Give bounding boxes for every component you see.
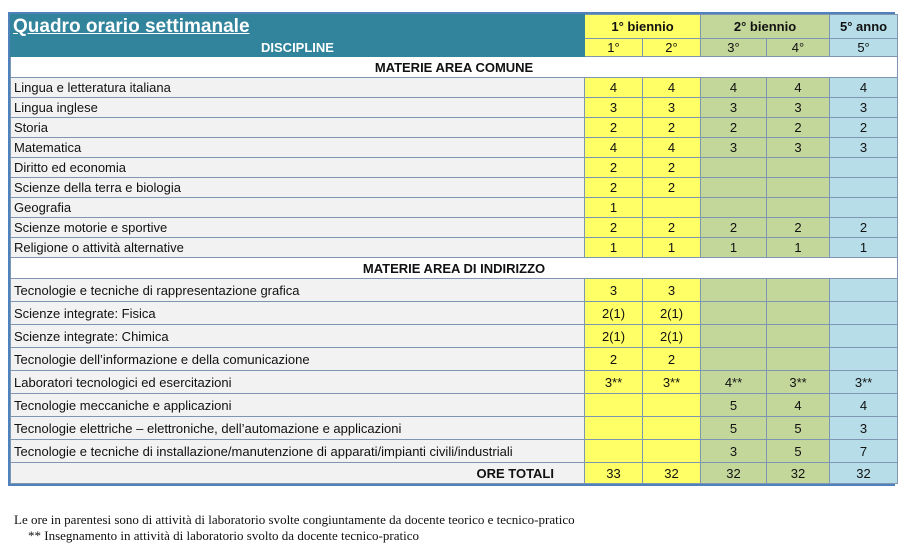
hours-cell-year-3 — [701, 198, 767, 218]
table-row — [11, 198, 898, 218]
hours-cell-year-2: 2(1) — [643, 302, 701, 325]
total-year-3: 32 — [701, 463, 767, 484]
hours-cell-year-1: 1 — [585, 198, 643, 218]
hours-cell-year-2: 2 — [643, 158, 701, 178]
discipline-name: Tecnologie meccaniche e applicazioni — [11, 394, 585, 417]
table-row — [11, 178, 898, 198]
hours-cell-year-4 — [767, 302, 830, 325]
discipline-name: Scienze della terra e biologia — [11, 178, 585, 198]
group-header-biennio2: 2° biennio — [701, 15, 830, 39]
hours-cell-year-2 — [643, 198, 701, 218]
hours-cell-year-2: 4 — [643, 78, 701, 98]
hours-cell-year-1: 2 — [585, 118, 643, 138]
hours-cell-year-3: 2 — [701, 118, 767, 138]
discipline-name: Geografia — [11, 198, 585, 218]
footnotes — [14, 512, 575, 544]
hours-cell-year-4 — [767, 279, 830, 302]
hours-cell-year-4: 5 — [767, 440, 830, 463]
table-row — [11, 394, 898, 417]
total-year-1: 33 — [585, 463, 643, 484]
table-row — [11, 78, 898, 98]
hours-cell-year-5 — [830, 348, 898, 371]
hours-cell-year-5 — [830, 178, 898, 198]
hours-cell-year-5: 3** — [830, 371, 898, 394]
discipline-name: Scienze integrate: Fisica — [11, 302, 585, 325]
hours-cell-year-1: 3 — [585, 98, 643, 118]
footnote-lab-teacher: ** Insegnamento in attività di laboratorio svolto da docente tecnico-pratico — [28, 528, 419, 543]
totals-label: ORE TOTALI — [11, 463, 585, 484]
hours-cell-year-3: 5 — [701, 417, 767, 440]
hours-cell-year-1: 2(1) — [585, 325, 643, 348]
hours-cell-year-4 — [767, 158, 830, 178]
table-row — [11, 325, 898, 348]
hours-cell-year-5: 3 — [830, 417, 898, 440]
hours-cell-year-5: 3 — [830, 138, 898, 158]
table-row — [11, 238, 898, 258]
total-year-2: 32 — [643, 463, 701, 484]
total-year-5: 32 — [830, 463, 898, 484]
hours-cell-year-4 — [767, 348, 830, 371]
hours-cell-year-4: 4 — [767, 78, 830, 98]
year-header-1: 1° — [585, 39, 643, 57]
hours-cell-year-1: 4 — [585, 78, 643, 98]
group-header-biennio1: 1° biennio — [585, 15, 701, 39]
totals-row — [11, 463, 898, 484]
hours-cell-year-4: 5 — [767, 417, 830, 440]
hours-cell-year-3: 3 — [701, 98, 767, 118]
hours-cell-year-4 — [767, 198, 830, 218]
schedule-table-frame — [8, 12, 895, 486]
hours-cell-year-5 — [830, 158, 898, 178]
hours-cell-year-5: 2 — [830, 118, 898, 138]
discipline-name: Religione o attività alternative — [11, 238, 585, 258]
year-header-5: 5° — [830, 39, 898, 57]
hours-cell-year-1: 3** — [585, 371, 643, 394]
table-row — [11, 158, 898, 178]
hours-cell-year-3: 3 — [701, 440, 767, 463]
hours-cell-year-2: 2 — [643, 348, 701, 371]
table-row — [11, 371, 898, 394]
year-header-2: 2° — [643, 39, 701, 57]
hours-cell-year-1 — [585, 440, 643, 463]
hours-cell-year-4 — [767, 325, 830, 348]
discipline-name: Lingua e letteratura italiana — [11, 78, 585, 98]
hours-cell-year-3: 3 — [701, 138, 767, 158]
total-year-4: 32 — [767, 463, 830, 484]
hours-cell-year-1: 2 — [585, 178, 643, 198]
hours-cell-year-4: 4 — [767, 394, 830, 417]
hours-cell-year-5 — [830, 279, 898, 302]
hours-cell-year-1: 2(1) — [585, 302, 643, 325]
hours-cell-year-5 — [830, 302, 898, 325]
footnote-lab-hours: Le ore in parentesi sono di attività di laboratorio svolte congiuntamente da docente teorico e tecnico-pratico — [14, 512, 575, 527]
hours-cell-year-5: 7 — [830, 440, 898, 463]
hours-cell-year-1: 4 — [585, 138, 643, 158]
hours-cell-year-2: 2 — [643, 118, 701, 138]
group-header-anno5: 5° anno — [830, 15, 898, 39]
hours-cell-year-4: 1 — [767, 238, 830, 258]
discipline-name: Matematica — [11, 138, 585, 158]
hours-cell-year-5: 4 — [830, 78, 898, 98]
table-row — [11, 440, 898, 463]
table-row — [11, 302, 898, 325]
hours-cell-year-4: 3 — [767, 138, 830, 158]
hours-cell-year-5: 1 — [830, 238, 898, 258]
discipline-name: Tecnologie elettriche – elettroniche, dell’automazione e applicazioni — [11, 417, 585, 440]
discipline-name: Tecnologie e tecniche di rappresentazione grafica — [11, 279, 585, 302]
hours-cell-year-2: 3 — [643, 98, 701, 118]
hours-cell-year-5: 3 — [830, 98, 898, 118]
hours-cell-year-2 — [643, 440, 701, 463]
discipline-name: Laboratori tecnologici ed esercitazioni — [11, 371, 585, 394]
hours-cell-year-1 — [585, 394, 643, 417]
hours-cell-year-3: 5 — [701, 394, 767, 417]
section-header-comune: MATERIE AREA COMUNE — [11, 57, 898, 78]
hours-cell-year-1: 2 — [585, 348, 643, 371]
hours-cell-year-2: 2 — [643, 218, 701, 238]
hours-cell-year-2: 1 — [643, 238, 701, 258]
hours-cell-year-2: 3 — [643, 279, 701, 302]
table-row — [11, 218, 898, 238]
hours-cell-year-1: 2 — [585, 158, 643, 178]
table-row — [11, 98, 898, 118]
hours-cell-year-4: 3 — [767, 98, 830, 118]
hours-cell-year-2: 2(1) — [643, 325, 701, 348]
hours-cell-year-3 — [701, 348, 767, 371]
section-header-indirizzo: MATERIE AREA DI INDIRIZZO — [11, 258, 898, 279]
hours-cell-year-1: 3 — [585, 279, 643, 302]
hours-cell-year-2: 3** — [643, 371, 701, 394]
hours-cell-year-3: 4** — [701, 371, 767, 394]
hours-cell-year-4: 2 — [767, 218, 830, 238]
hours-cell-year-1 — [585, 417, 643, 440]
hours-cell-year-4 — [767, 178, 830, 198]
hours-cell-year-3 — [701, 325, 767, 348]
hours-cell-year-3 — [701, 178, 767, 198]
hours-cell-year-1: 1 — [585, 238, 643, 258]
schedule-table — [10, 14, 898, 484]
hours-cell-year-2 — [643, 394, 701, 417]
discipline-name: Tecnologie dell’informazione e della comunicazione — [11, 348, 585, 371]
discipline-name: Tecnologie e tecniche di installazione/manutenzione di apparati/impianti civili/industriali — [11, 440, 585, 463]
table-row — [11, 138, 898, 158]
year-header-4: 4° — [767, 39, 830, 57]
table-row — [11, 279, 898, 302]
year-header-3: 3° — [701, 39, 767, 57]
discipline-name: Scienze motorie e sportive — [11, 218, 585, 238]
hours-cell-year-5: 2 — [830, 218, 898, 238]
table-row — [11, 348, 898, 371]
discipline-header: DISCIPLINE — [11, 39, 585, 57]
table-row — [11, 118, 898, 138]
hours-cell-year-3: 1 — [701, 238, 767, 258]
discipline-name: Scienze integrate: Chimica — [11, 325, 585, 348]
hours-cell-year-3 — [701, 279, 767, 302]
hours-cell-year-5 — [830, 198, 898, 218]
discipline-name: Storia — [11, 118, 585, 138]
page-title: Quadro orario settimanale — [11, 15, 585, 39]
table-row — [11, 417, 898, 440]
discipline-name: Lingua inglese — [11, 98, 585, 118]
discipline-name: Diritto ed economia — [11, 158, 585, 178]
hours-cell-year-3: 4 — [701, 78, 767, 98]
hours-cell-year-3 — [701, 158, 767, 178]
hours-cell-year-3 — [701, 302, 767, 325]
hours-cell-year-4: 2 — [767, 118, 830, 138]
hours-cell-year-2: 2 — [643, 178, 701, 198]
hours-cell-year-4: 3** — [767, 371, 830, 394]
hours-cell-year-5: 4 — [830, 394, 898, 417]
hours-cell-year-2 — [643, 417, 701, 440]
hours-cell-year-3: 2 — [701, 218, 767, 238]
hours-cell-year-5 — [830, 325, 898, 348]
hours-cell-year-1: 2 — [585, 218, 643, 238]
hours-cell-year-2: 4 — [643, 138, 701, 158]
